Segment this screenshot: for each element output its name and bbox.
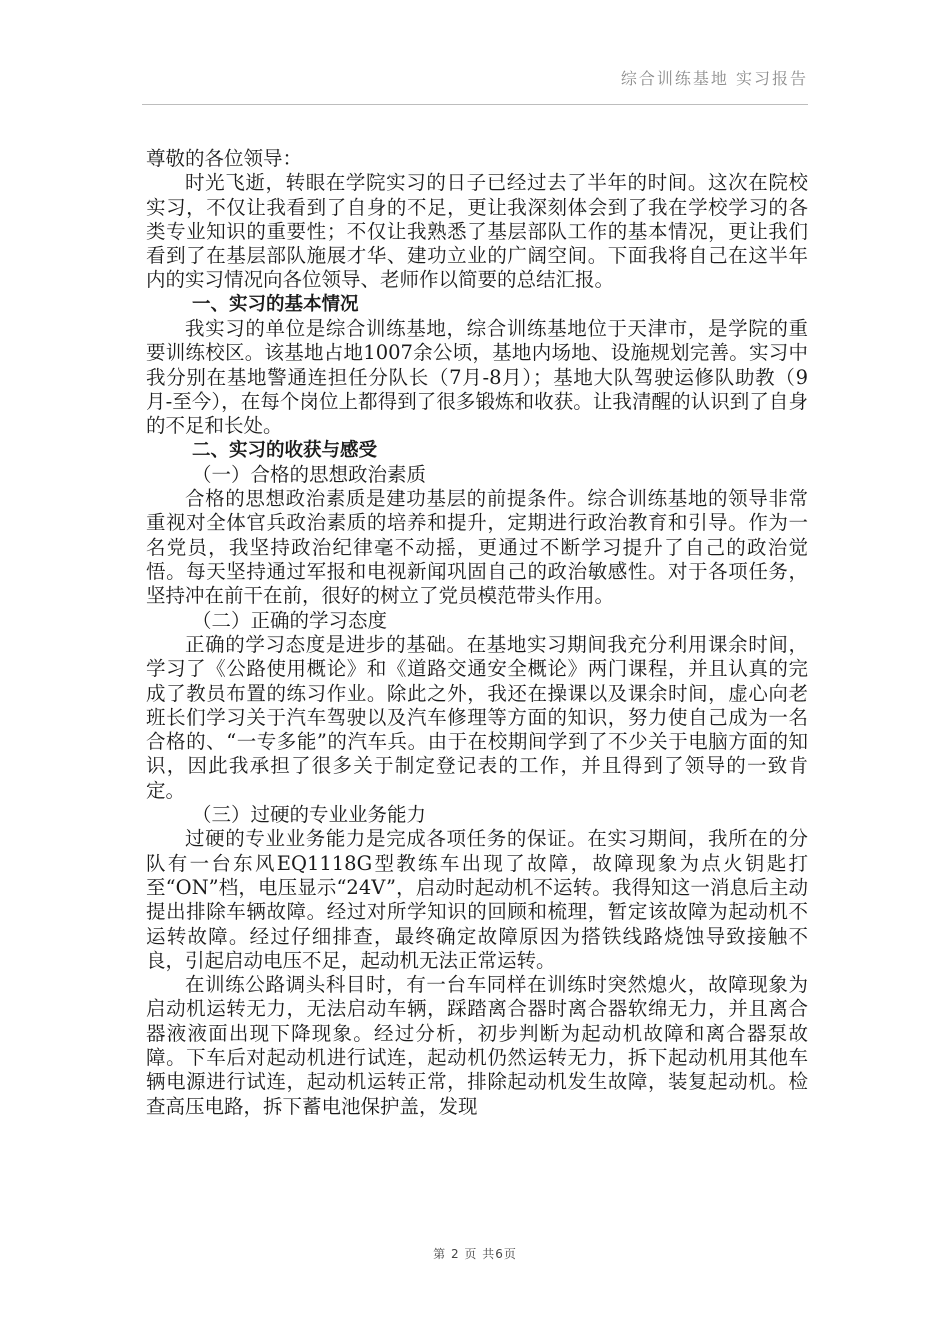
- header-divider: [142, 104, 808, 105]
- subsection3-paragraph-1: 过硬的专业业务能力是完成各项任务的保证。在实习期间，我所在的分队有一台东风EQ1118G型教练车出现了故障，故障现象为点火钥匙打至“ON”档，电压显示“24V”，启动时起动机不运转。我得知这一消息后主动提出排除车辆故障。经过对所学知识的回顾和梳理，暂定该故障为起动机不运转故障。经过仔细排查，最终确定故障原因为搭铁线路烧蚀导致接触不良，引起启动电压不足，起动机无法正常运转。: [146, 827, 808, 972]
- page-footer: 第 2 页 共6页: [433, 1247, 517, 1261]
- document-body: [146, 147, 808, 1119]
- section1-heading: 一、实习的基本情况: [192, 293, 359, 315]
- intro-paragraph: 时光飞逝，转眼在学院实习的日子已经过去了半年的时间。这次在院校实习，不仅让我看到了自身的不足，更让我深刻体会到了我在学校学习的各类专业知识的重要性；不仅让我熟悉了基层部队工作的基本情况，更让我们看到了在基层部队施展才华、建功立业的广阔空间。下面我将自己在这半年内的实习情况向各位领导、老师作以简要的总结汇报。: [146, 171, 808, 292]
- page-header: 综合训练基地 实习报告: [620, 69, 808, 88]
- section2-heading: 二、实习的收获与感受: [192, 439, 378, 461]
- salutation: 尊敬的各位领导：: [146, 147, 303, 170]
- subsection1-heading: （一）合格的思想政治素质: [192, 462, 427, 486]
- subsection1-paragraph: 合格的思想政治素质是建功基层的前提条件。综合训练基地的领导非常重视对全体官兵政治素质的培养和提升，定期进行政治教育和引导。作为一名党员，我坚持政治纪律毫不动摇，更通过不断学习提升了自己的政治觉悟。每天坚持通过军报和电视新闻巩固自己的政治敏感性。对于各项任务，坚持冲在前干在前，很好的树立了党员模范带头作用。: [146, 487, 808, 608]
- subsection2-heading: （二）正确的学习态度: [192, 608, 388, 632]
- section1-paragraph: 我实习的单位是综合训练基地，综合训练基地位于天津市，是学院的重要训练校区。该基地占地1007余公顷，基地内场地、设施规划完善。实习中我分别在基地警通连担任分队长（7月-8月）；基地大队驾驶运修队助教（9月-至今），在每个岗位上都得到了很多锻炼和收获。让我清醒的认识到了自身的不足和长处。: [146, 317, 808, 438]
- subsection2-paragraph: 正确的学习态度是进步的基础。在基地实习期间我充分利用课余时间，学习了《公路使用概论》和《道路交通安全概论》两门课程，并且认真的完成了教员布置的练习作业。除此之外，我还在操课以及课余时间，虚心向老班长们学习关于汽车驾驶以及汽车修理等方面的知识，努力使自己成为一名合格的、“一专多能”的汽车兵。由于在校期间学到了不少关于电脑方面的知识，因此我承担了很多关于制定登记表的工作，并且得到了领导的一致肯定。: [146, 632, 808, 802]
- subsection3-paragraph-2: 在训练公路调头科目时，有一台车同样在训练时突然熄火，故障现象为启动机运转无力，无法启动车辆，踩踏离合器时离合器软绵无力，并且离合器液液面出现下降现象。经过分析，初步判断为起动机故障和离合器泵故障。下车后对起动机进行试连，起动机仍然运转无力，拆下起动机用其他车辆电源进行试连，起动机运转正常，排除起动机发生故障，装复起动机。检查高压电路，拆下蓄电池保护盖，发现: [146, 973, 808, 1118]
- subsection3-heading: （三）过硬的专业业务能力: [192, 803, 427, 827]
